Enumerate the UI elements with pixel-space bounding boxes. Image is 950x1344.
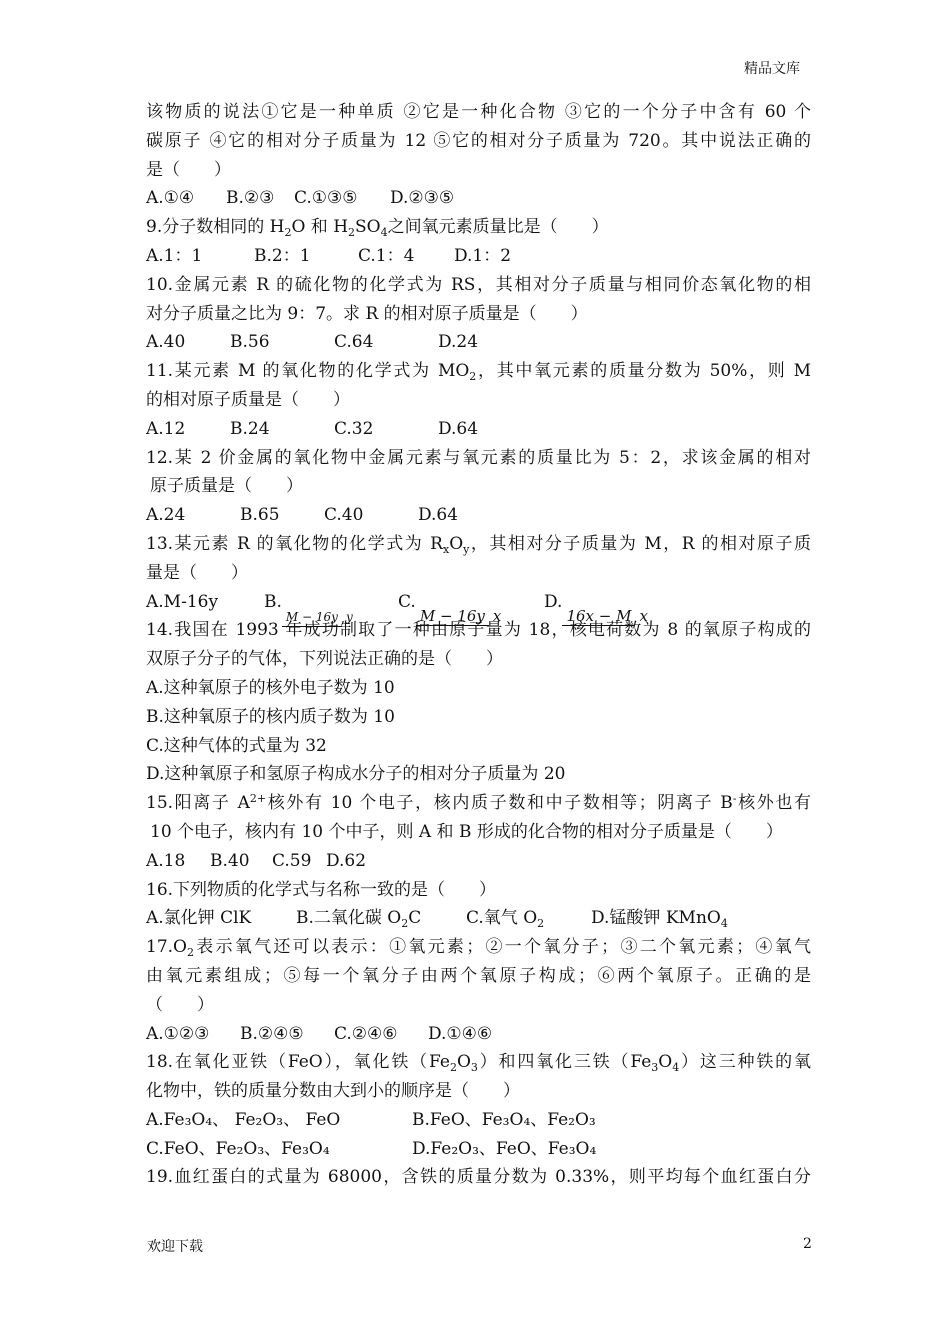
q18-line1: 18.在氧化亚铁（FeO），氧化铁$(Fe_2O_3)$和四氧化三铁$(Fe_3O_4)$这三种铁的氧 (146, 1052, 812, 1075)
q13-options (146, 588, 811, 625)
q19-line1: 19.血红蛋白的式量为 68000，含铁的质量分数为 0.33%，则平均每个血红蛋白分 (146, 1167, 811, 1188)
q14-option-b: B.这种氧原子的核内质子数为 10 (146, 706, 395, 727)
q15-line1: 15.阳离子 $A^{2+}$核外有 10 个电子，核内质子数和中子数相等；阴离子 B-核外也有 (146, 792, 811, 814)
q13-line1: 13.某元素 R 的氧化物的化学式为 $R_xO_y$，其相对分子质量为 M，R 的相对原子质 (146, 533, 811, 556)
q15-option-c: C.59 (272, 850, 312, 871)
q10-line2: 对分子质量之比为 9：7。求 R 的相对原子质量是（ ） (146, 303, 588, 324)
q17-line2: 由氧元素组成；⑤每一个氧分子由两个氧原子构成；⑥两个氧原子。正确的是 (146, 965, 811, 986)
header-note: 精品文库 (744, 61, 800, 77)
q16-option-d: D.锰酸钾 KMnO$_4$ (591, 908, 728, 931)
page-number: 2 (803, 1236, 812, 1252)
q18-option-b: B.FeO、Fe₃O₄、Fe₂O₃ (412, 1109, 596, 1130)
q16-option-c: C.氧气 $O_2$ (466, 908, 545, 931)
q9-stem: 9.分子数相同的 $H_2O$ 和 $H_2SO_4$之间氧元素质量比是（ ） (146, 217, 609, 240)
q11-option-b: B.24 (230, 418, 270, 439)
q12-options (146, 501, 811, 530)
q11-line1: 11.某元素 M 的氧化物的化学式为 $MO_2$，其中氧元素的质量分数为 50%，则 M (146, 361, 812, 384)
q10-options (146, 328, 811, 357)
q11-option-d: D.64 (438, 418, 479, 439)
q12-line1: 12.某 2 价金属的氧化物中金属元素与氧元素的质量比为 5：2，求该金属的相对 (146, 447, 811, 468)
q15-options (146, 847, 811, 876)
q15-option-b: B.40 (210, 850, 250, 871)
q13-option-c: C.M − 16y x (398, 588, 544, 626)
q8-line3: 是（ ） (146, 159, 231, 180)
q18-options-row1 (146, 1106, 811, 1135)
q8-options (146, 184, 811, 213)
q8-line2: 碳原子 ④它的相对分子质量为 12 ⑤它的相对分子质量为 720。其中说法正确的 (146, 130, 811, 151)
q13-option-c-fraction: M − 16y x (416, 608, 506, 626)
q15-option-a: A.18 (146, 850, 186, 871)
q11-options (146, 415, 811, 444)
q12-option-a: A.24 (146, 505, 186, 526)
q17-line1: $17.O_2$表示氧气还可以表示：①氧元素；②一个氧分子；③二个氧元素；④氧气 (146, 937, 811, 960)
q14-line1: 14.我国在 1993 年成功制取了一种由原子量为 18，核电荷数为 8 的氧原子构成的 (146, 620, 811, 641)
q8-line1: 该物质的说法①它是一种单质 ②它是一种化合物 ③它的一个分子中含有 60 个 (146, 102, 811, 122)
q16-line1: 16.下列物质的化学式与名称一致的是（ ） (146, 879, 497, 900)
footer-note: 欢迎下载 (147, 1239, 203, 1255)
q18-option-d: D.Fe₂O₃、FeO、Fe₃O₄ (412, 1138, 597, 1159)
q11-line2: 的相对原子质量是（ ） (146, 389, 350, 410)
q9-option-b: B.2：1 (254, 245, 311, 266)
q18-option-a: A.Fe₃O₄、 Fe₂O₃、 FeO (146, 1109, 341, 1130)
q10-option-d: D.24 (438, 332, 479, 353)
q9-option-a: A.1：1 (146, 245, 203, 266)
q18-option-c: C.FeO、Fe₂O₃、Fe₃O₄ (146, 1138, 330, 1159)
q8-option-b: B.②③ (226, 188, 275, 209)
q13-line2: 量是（ ） (146, 562, 248, 583)
q14-option-c: C.这种气体的式量为 32 (146, 735, 327, 756)
q15-option-d: D.62 (326, 850, 367, 871)
q12-option-c: C.40 (324, 505, 364, 526)
q14-option-d: D.这种氧原子和氢原子构成水分子的相对分子质量为 20 (146, 764, 566, 785)
q8-option-c: C.①③⑤ (294, 188, 358, 209)
q14-line2: 双原子分子的气体，下列说法正确的是（ ） (146, 649, 503, 670)
q10-option-c: C.64 (334, 332, 374, 353)
q10-option-a: A.40 (146, 332, 186, 353)
q9-option-c: C.1：4 (358, 245, 415, 266)
q11-option-a: A.12 (146, 418, 186, 439)
q16-option-a: A.氯化钾 ClK (146, 908, 252, 929)
q12-line2: 原子质量是（ ） (150, 476, 303, 497)
q17-options (146, 1020, 811, 1049)
q11-option-c: C.32 (334, 418, 374, 439)
q13-option-b-fraction: M − 16y y (282, 609, 357, 627)
q10-line1: 10.金属元素 R 的硫化物的化学式为 RS，其相对分子质量与相同价态氧化物的相 (146, 274, 811, 295)
q17-option-b: B.②④⑤ (240, 1023, 304, 1044)
q14-option-a: A.这种氧原子的核外电子数为 10 (146, 677, 395, 698)
q10-option-b: B.56 (230, 332, 270, 353)
q8-option-a: A.①④ (146, 188, 195, 209)
q13-option-a: A.M-16y (146, 591, 219, 612)
q9-option-d: D.1：2 (454, 245, 512, 266)
q9-options (146, 242, 811, 271)
q12-option-d: D.64 (418, 505, 459, 526)
q18-line2: 化物中，铁的质量分数由大到小的顺序是（ ） (146, 1081, 520, 1102)
q16-options (146, 904, 811, 933)
q13-option-d-fraction: 16x − M x (562, 608, 651, 626)
q18-options-row2 (146, 1135, 811, 1164)
q17-line3: （ ） (146, 994, 214, 1015)
q13-option-b: B.M − 16y y (264, 588, 398, 627)
q15-line2: 10 个电子，核内有 10 个中子，则 A 和 B 形成的化合物的相对分子质量是（ ） (150, 821, 783, 842)
q17-option-a: A.①②③ (146, 1023, 210, 1044)
q12-option-b: B.65 (240, 505, 280, 526)
q8-option-d: D.②③⑤ (390, 188, 455, 209)
page-content (146, 98, 811, 1192)
q16-option-b: B.二氧化碳 $O_2C$ (296, 908, 422, 931)
q17-option-c: C.②④⑥ (334, 1023, 398, 1044)
q17-option-d: D.①④⑥ (428, 1023, 493, 1044)
q13-option-d: D.16x − M x (544, 588, 652, 626)
